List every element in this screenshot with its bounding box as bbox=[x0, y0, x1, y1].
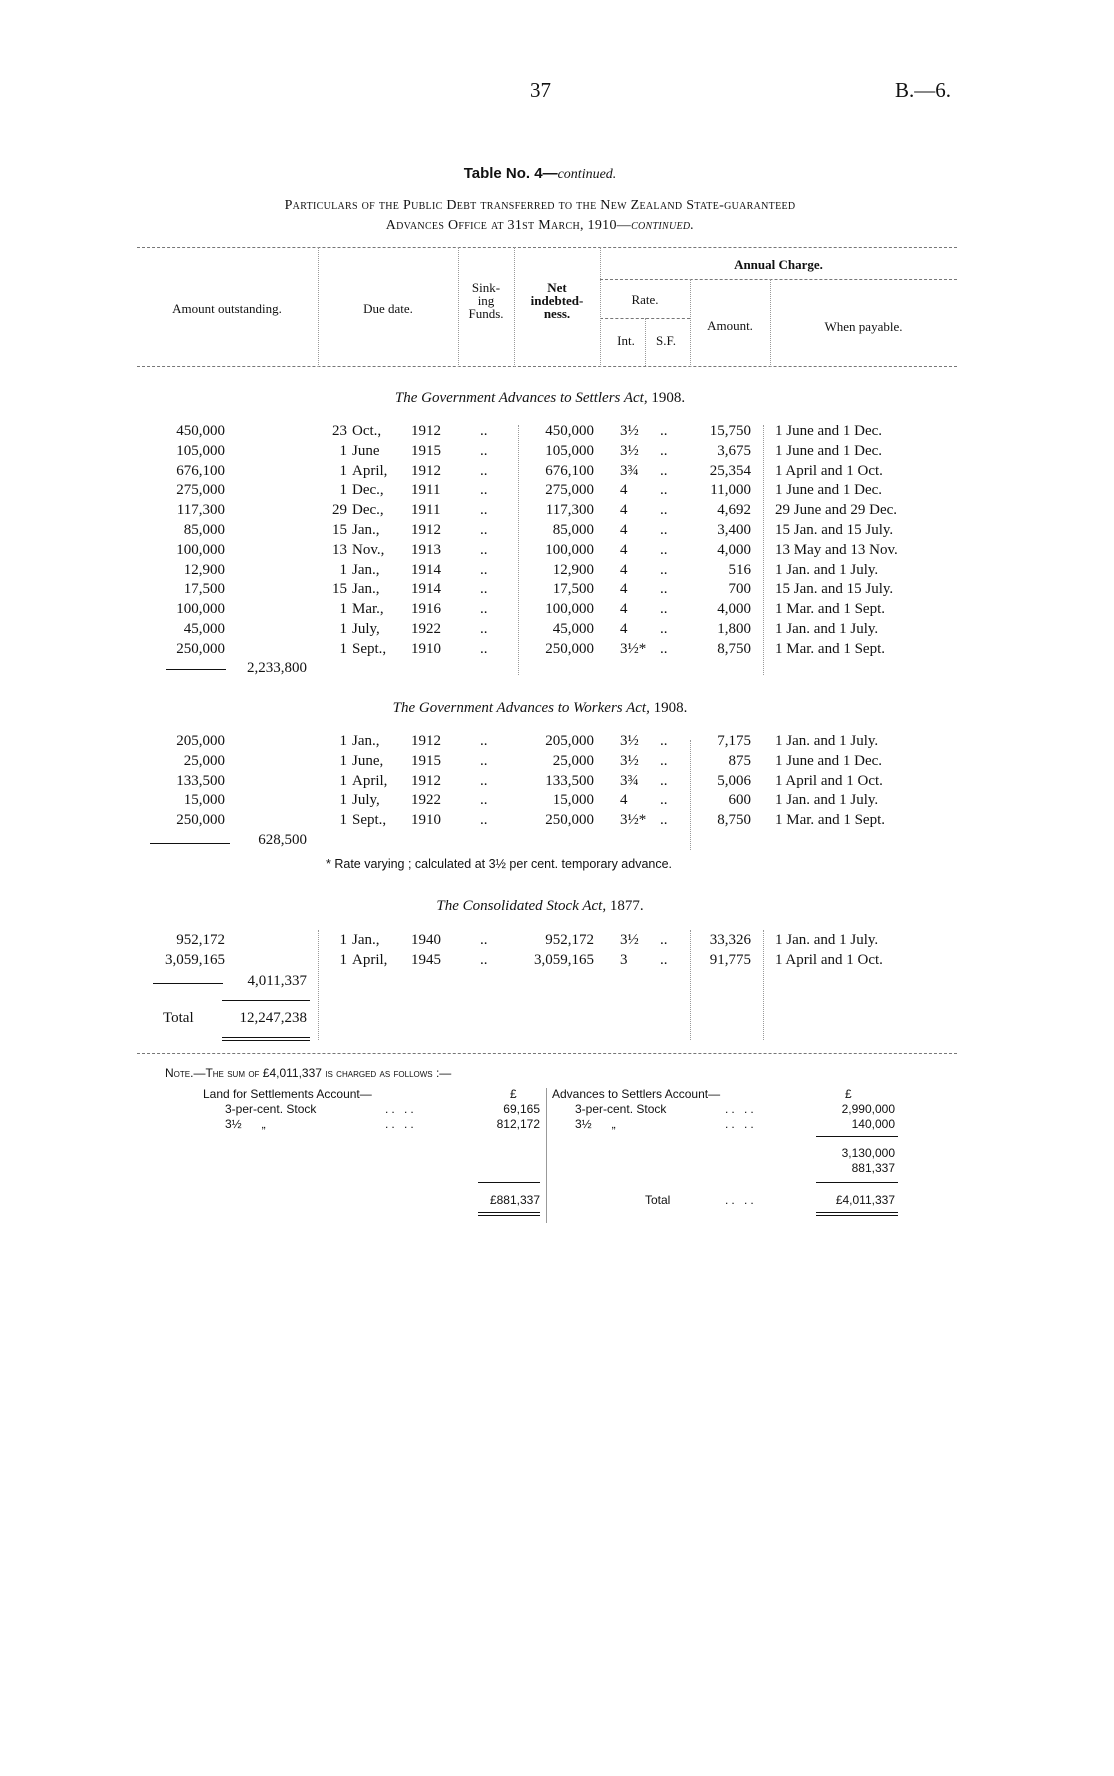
when-payable-cell: 1 Mar. and 1 Sept. bbox=[775, 601, 885, 618]
due-year-cell: 1916 bbox=[411, 601, 441, 618]
interest-rate-cell: 4 bbox=[620, 502, 628, 519]
when-payable-cell: 1 Mar. and 1 Sept. bbox=[775, 812, 885, 829]
when-payable-cell: 29 June and 29 Dec. bbox=[775, 502, 898, 519]
annual-amount-cell: 700 bbox=[728, 581, 751, 598]
due-year-cell: 1911 bbox=[411, 482, 441, 499]
due-month-cell: April, bbox=[352, 772, 388, 789]
when-payable-cell: 15 Jan. and 15 July. bbox=[775, 521, 894, 538]
due-day-cell: 1 bbox=[339, 462, 347, 479]
interest-rate-cell: 3½ bbox=[620, 423, 639, 439]
due-month-cell: April, bbox=[352, 951, 388, 968]
page-number: 37 bbox=[530, 78, 551, 102]
due-year-cell: 1910 bbox=[411, 812, 441, 829]
net-indebtedness-cell: 15,000 bbox=[552, 792, 594, 809]
section-title-year: 1877. bbox=[609, 898, 644, 914]
when-payable-cell: 13 May and 13 Nov. bbox=[775, 541, 898, 558]
due-month-cell: June bbox=[352, 442, 380, 459]
table-row bbox=[0, 812, 1114, 832]
header-int: Int. bbox=[617, 333, 635, 348]
sinking-fund-rate-cell: .. bbox=[660, 752, 668, 769]
due-day-cell: 1 bbox=[339, 620, 347, 637]
note-right-heading: Advances to Settlers Account— bbox=[552, 1087, 721, 1101]
note-right-item-value: 2,990,000 bbox=[841, 1102, 895, 1116]
interest-rate-cell: 4 bbox=[620, 601, 628, 618]
sinking-funds-cell: .. bbox=[480, 792, 488, 809]
due-day-cell: 1 bbox=[339, 561, 347, 578]
due-year-cell: 1912 bbox=[411, 772, 441, 789]
annual-amount-cell: 3,675 bbox=[717, 442, 751, 459]
sinking-funds-cell: .. bbox=[480, 581, 488, 598]
interest-rate-cell: 3½* bbox=[620, 640, 647, 657]
amount-outstanding-cell: 25,000 bbox=[183, 752, 225, 769]
when-payable-cell: 1 June and 1 Dec. bbox=[775, 423, 883, 439]
sinking-fund-rate-cell: .. bbox=[660, 951, 668, 968]
interest-rate-cell: 4 bbox=[620, 561, 628, 578]
due-month-cell: Nov., bbox=[352, 541, 385, 558]
subtitle-line-2 bbox=[0, 216, 1080, 236]
annual-amount-cell: 8,750 bbox=[717, 812, 751, 829]
sinking-funds-cell: .. bbox=[480, 932, 488, 948]
due-month-cell: July, bbox=[352, 620, 380, 637]
annual-amount-cell: 8,750 bbox=[717, 640, 751, 657]
due-day-cell: 1 bbox=[339, 792, 347, 809]
due-month-cell: June, bbox=[352, 752, 384, 769]
note-right-total-dots: .. .. bbox=[725, 1193, 757, 1207]
subtotal-consolidated: 4,011,337 bbox=[247, 973, 307, 989]
table-row bbox=[0, 932, 1114, 952]
amount-outstanding-cell: 250,000 bbox=[176, 812, 225, 829]
table-row bbox=[0, 423, 1114, 443]
interest-rate-cell: 3½ bbox=[620, 733, 639, 749]
table-row bbox=[0, 792, 1114, 812]
when-payable-cell: 1 Jan. and 1 July. bbox=[775, 733, 879, 749]
sinking-fund-rate-cell: .. bbox=[660, 502, 668, 519]
section-title-text: The Government Advances to Workers Act, bbox=[392, 700, 650, 716]
due-year-cell: 1940 bbox=[411, 932, 441, 948]
due-day-cell: 29 bbox=[332, 502, 347, 519]
when-payable-cell: 1 Jan. and 1 July. bbox=[775, 792, 879, 809]
table-row bbox=[0, 463, 1114, 483]
due-year-cell: 1911 bbox=[411, 502, 441, 519]
net-indebtedness-cell: 85,000 bbox=[552, 521, 594, 538]
note-left-double-rule bbox=[478, 1212, 540, 1216]
column-rule bbox=[514, 247, 515, 367]
table-row bbox=[0, 562, 1114, 582]
section-title-workers bbox=[0, 700, 1080, 717]
table-row bbox=[0, 952, 1114, 972]
amount-outstanding-cell: 275,000 bbox=[176, 482, 225, 499]
sinking-funds-cell: .. bbox=[480, 423, 488, 439]
note-right-item-value: 140,000 bbox=[851, 1117, 895, 1131]
settlers-rows bbox=[0, 423, 1114, 661]
net-indebtedness-cell: 117,300 bbox=[545, 502, 594, 519]
consolidated-rows bbox=[0, 932, 1114, 972]
interest-rate-cell: 3½ bbox=[620, 442, 639, 459]
due-year-cell: 1912 bbox=[411, 733, 441, 749]
interest-rate-cell: 3½* bbox=[620, 812, 647, 829]
sinking-fund-rate-cell: .. bbox=[660, 792, 668, 809]
column-rule bbox=[770, 279, 771, 367]
sinking-fund-rate-cell: .. bbox=[660, 601, 668, 618]
header-rate: Rate. bbox=[631, 292, 659, 307]
sinking-funds-cell: .. bbox=[480, 752, 488, 769]
subtotal-rule bbox=[153, 983, 223, 984]
when-payable-cell: 1 April and 1 Oct. bbox=[775, 951, 883, 968]
sinking-fund-rate-cell: .. bbox=[660, 462, 668, 479]
due-month-cell: Jan., bbox=[352, 521, 380, 538]
when-payable-cell: 1 Mar. and 1 Sept. bbox=[775, 640, 885, 657]
amount-outstanding-cell: 3,059,165 bbox=[165, 951, 225, 968]
net-indebtedness-cell: 45,000 bbox=[552, 620, 594, 637]
subtotal-workers: 628,500 bbox=[258, 832, 307, 848]
sinking-funds-cell: .. bbox=[480, 733, 488, 749]
subtotal-rule bbox=[150, 843, 230, 844]
section-title-year: 1908. bbox=[651, 390, 686, 406]
due-month-cell: Mar., bbox=[352, 601, 384, 618]
sinking-fund-rate-cell: .. bbox=[660, 640, 668, 657]
interest-rate-cell: 3½ bbox=[620, 752, 639, 769]
sinking-fund-rate-cell: .. bbox=[660, 733, 668, 749]
amount-outstanding-cell: 100,000 bbox=[176, 601, 225, 618]
amount-outstanding-cell: 15,000 bbox=[183, 792, 225, 809]
due-day-cell: 23 bbox=[332, 423, 347, 439]
annual-amount-cell: 3,400 bbox=[717, 521, 751, 538]
sinking-fund-rate-cell: .. bbox=[660, 423, 668, 439]
interest-rate-cell: 4 bbox=[620, 541, 628, 558]
note-right-item-label: 3-per-cent. Stock bbox=[575, 1102, 667, 1116]
table-row bbox=[0, 502, 1114, 522]
header-top-rule bbox=[137, 247, 957, 248]
column-rule bbox=[645, 318, 646, 366]
amount-outstanding-cell: 205,000 bbox=[176, 733, 225, 749]
footnote: * Rate varying ; calculated at 3½ per cent. temporary advance. bbox=[326, 857, 673, 871]
subtitle-line-1: Particulars of the Public Debt transferred to the New Zealand State-guaranteed bbox=[284, 198, 796, 213]
header-when-payable: When payable. bbox=[824, 319, 903, 334]
header-sinking-funds: Sink- ing Funds. bbox=[468, 280, 504, 321]
when-payable-cell: 1 June and 1 Dec. bbox=[775, 752, 883, 769]
annual-amount-cell: 4,000 bbox=[717, 601, 751, 618]
header-net-indebtedness: Net indebted- ness. bbox=[530, 280, 584, 321]
note-right-total-rule bbox=[816, 1182, 898, 1183]
due-day-cell: 1 bbox=[339, 951, 347, 968]
annual-amount-cell: 11,000 bbox=[710, 482, 751, 499]
sinking-fund-rate-cell: .. bbox=[660, 442, 668, 459]
sinking-funds-cell: .. bbox=[480, 541, 488, 558]
table-row bbox=[0, 641, 1114, 661]
note-left-item-value: 812,172 bbox=[496, 1117, 540, 1131]
due-year-cell: 1914 bbox=[411, 561, 441, 578]
due-day-cell: 1 bbox=[339, 733, 347, 749]
when-payable-cell: 1 April and 1 Oct. bbox=[775, 772, 883, 789]
annual-amount-cell: 7,175 bbox=[717, 733, 751, 749]
due-year-cell: 1912 bbox=[411, 521, 441, 538]
header-amount: Amount. bbox=[707, 318, 753, 333]
note-intro: Note.—The sum of £4,011,337 is charged as follows :— bbox=[165, 1066, 452, 1080]
when-payable-cell: 1 June and 1 Dec. bbox=[775, 482, 883, 499]
due-day-cell: 1 bbox=[339, 442, 347, 459]
interest-rate-cell: 3¾ bbox=[620, 772, 639, 789]
sinking-funds-cell: .. bbox=[480, 502, 488, 519]
header-due-date: Due date. bbox=[363, 301, 413, 316]
due-year-cell: 1915 bbox=[411, 442, 441, 459]
note-left-item-label: 3½ „ bbox=[225, 1117, 266, 1131]
grand-total-value: 12,247,238 bbox=[239, 1010, 307, 1026]
due-year-cell: 1913 bbox=[411, 541, 441, 558]
subtitle-line-2-text: Advances Office at 31st March, 1910— bbox=[385, 218, 632, 233]
table-row bbox=[0, 482, 1114, 502]
sinking-funds-cell: .. bbox=[480, 442, 488, 459]
due-year-cell: 1914 bbox=[411, 581, 441, 598]
due-month-cell: Sept., bbox=[352, 640, 387, 657]
table-row bbox=[0, 733, 1114, 753]
due-year-cell: 1915 bbox=[411, 752, 441, 769]
amount-outstanding-cell: 117,300 bbox=[176, 502, 225, 519]
note-left-total-rule bbox=[478, 1182, 540, 1183]
subtitle-line-2-continued: continued. bbox=[631, 218, 695, 233]
annual-amount-cell: 5,006 bbox=[717, 772, 751, 789]
note-right-sum: 3,130,000 bbox=[841, 1146, 895, 1160]
note-left-item-dots: .. .. bbox=[385, 1102, 417, 1116]
amount-outstanding-cell: 250,000 bbox=[176, 640, 225, 657]
subtotal-rule bbox=[166, 669, 226, 670]
sinking-fund-rate-cell: .. bbox=[660, 541, 668, 558]
section-title-settlers bbox=[0, 390, 1080, 407]
table-row bbox=[0, 621, 1114, 641]
column-rule bbox=[318, 247, 319, 367]
column-rule bbox=[458, 247, 459, 367]
table-subtitle bbox=[0, 196, 1080, 236]
net-indebtedness-cell: 450,000 bbox=[545, 423, 594, 439]
note-left-currency: £ bbox=[510, 1087, 517, 1101]
header-amount-outstanding: Amount outstanding. bbox=[172, 301, 282, 316]
sinking-fund-rate-cell: .. bbox=[660, 932, 668, 948]
section-title-text: The Consolidated Stock Act, bbox=[436, 898, 607, 914]
note-right-sum-rule bbox=[816, 1136, 898, 1137]
sinking-fund-rate-cell: .. bbox=[660, 561, 668, 578]
amount-outstanding-cell: 952,172 bbox=[176, 932, 225, 948]
amount-outstanding-cell: 676,100 bbox=[176, 462, 225, 479]
table-row bbox=[0, 773, 1114, 793]
note-right-total-label: Total bbox=[645, 1193, 671, 1207]
table-row bbox=[0, 443, 1114, 463]
due-day-cell: 1 bbox=[339, 640, 347, 657]
due-month-cell: Jan., bbox=[352, 932, 380, 948]
sinking-funds-cell: .. bbox=[480, 561, 488, 578]
annual-amount-cell: 91,775 bbox=[709, 951, 751, 968]
amount-outstanding-cell: 85,000 bbox=[183, 521, 225, 538]
note-right-currency: £ bbox=[845, 1087, 852, 1101]
sinking-funds-cell: .. bbox=[480, 462, 488, 479]
section-title-year: 1908. bbox=[653, 700, 688, 716]
due-month-cell: Dec., bbox=[352, 502, 384, 519]
interest-rate-cell: 3¾ bbox=[620, 462, 639, 479]
due-month-cell: Jan., bbox=[352, 561, 380, 578]
due-day-cell: 1 bbox=[339, 812, 347, 829]
note-left-total: £881,337 bbox=[489, 1193, 540, 1207]
amount-outstanding-cell: 100,000 bbox=[176, 541, 225, 558]
amount-outstanding-cell: 12,900 bbox=[183, 561, 225, 578]
when-payable-cell: 1 April and 1 Oct. bbox=[775, 462, 883, 479]
annual-amount-cell: 600 bbox=[728, 792, 751, 809]
note-left-item-label: 3-per-cent. Stock bbox=[225, 1102, 317, 1116]
due-year-cell: 1910 bbox=[411, 640, 441, 657]
table-row bbox=[0, 522, 1114, 542]
table-row bbox=[0, 753, 1114, 773]
grand-total-double-rule bbox=[222, 1037, 310, 1041]
due-day-cell: 1 bbox=[339, 752, 347, 769]
net-indebtedness-cell: 250,000 bbox=[545, 640, 594, 657]
due-day-cell: 15 bbox=[332, 581, 347, 598]
when-payable-cell: 1 Jan. and 1 July. bbox=[775, 620, 879, 637]
due-year-cell: 1945 bbox=[411, 951, 441, 968]
due-month-cell: April, bbox=[352, 462, 388, 479]
sinking-fund-rate-cell: .. bbox=[660, 772, 668, 789]
due-month-cell: Jan., bbox=[352, 733, 380, 749]
due-day-cell: 1 bbox=[339, 601, 347, 618]
net-indebtedness-cell: 100,000 bbox=[545, 541, 594, 558]
annual-amount-cell: 875 bbox=[728, 752, 751, 769]
column-rule bbox=[690, 279, 691, 367]
note-divider bbox=[546, 1088, 547, 1223]
net-indebtedness-cell: 205,000 bbox=[545, 733, 594, 749]
net-indebtedness-cell: 676,100 bbox=[545, 462, 594, 479]
net-indebtedness-cell: 952,172 bbox=[545, 932, 594, 948]
annual-amount-cell: 4,692 bbox=[717, 502, 751, 519]
due-month-cell: Dec., bbox=[352, 482, 384, 499]
subtotal-settlers: 2,233,800 bbox=[247, 660, 307, 676]
note-right-item-label: 3½ „ bbox=[575, 1117, 616, 1131]
amount-outstanding-cell: 105,000 bbox=[176, 442, 225, 459]
table-row bbox=[0, 601, 1114, 621]
amount-outstanding-cell: 133,500 bbox=[176, 772, 225, 789]
interest-rate-cell: 3½ bbox=[620, 932, 639, 948]
sinking-fund-rate-cell: .. bbox=[660, 581, 668, 598]
due-day-cell: 1 bbox=[339, 772, 347, 789]
due-day-cell: 13 bbox=[332, 541, 347, 558]
net-indebtedness-cell: 12,900 bbox=[552, 561, 594, 578]
due-year-cell: 1922 bbox=[411, 620, 441, 637]
sinking-funds-cell: .. bbox=[480, 521, 488, 538]
sinking-fund-rate-cell: .. bbox=[660, 812, 668, 829]
page-reference: B.—6. bbox=[895, 78, 952, 102]
section-title-text: The Government Advances to Settlers Act, bbox=[394, 390, 648, 406]
header-annual-charge: Annual Charge. bbox=[734, 257, 823, 272]
table-row bbox=[0, 581, 1114, 601]
interest-rate-cell: 3 bbox=[620, 951, 628, 968]
annual-amount-cell: 516 bbox=[728, 561, 751, 578]
table-title-main: Table No. 4— bbox=[463, 165, 558, 182]
section-title-consolidated bbox=[0, 898, 1080, 915]
table-title-continued: continued. bbox=[557, 167, 617, 182]
note-left-item-dots: .. .. bbox=[385, 1117, 417, 1131]
note-left-item-value: 69,165 bbox=[503, 1102, 540, 1116]
header-bottom-rule bbox=[137, 366, 957, 367]
annual-amount-cell: 25,354 bbox=[709, 462, 751, 479]
annual-amount-cell: 4,000 bbox=[717, 541, 751, 558]
sinking-funds-cell: .. bbox=[480, 812, 488, 829]
when-payable-cell: 1 Jan. and 1 July. bbox=[775, 932, 879, 948]
interest-rate-cell: 4 bbox=[620, 620, 628, 637]
sinking-funds-cell: .. bbox=[480, 482, 488, 499]
net-indebtedness-cell: 3,059,165 bbox=[534, 951, 594, 968]
when-payable-cell: 1 June and 1 Dec. bbox=[775, 442, 883, 459]
sinking-funds-cell: .. bbox=[480, 772, 488, 789]
table-title bbox=[0, 165, 1080, 183]
note-left-heading: Land for Settlements Account— bbox=[203, 1087, 372, 1101]
interest-rate-cell: 4 bbox=[620, 521, 628, 538]
note-right-item-dots: .. .. bbox=[725, 1102, 757, 1116]
net-indebtedness-cell: 25,000 bbox=[552, 752, 594, 769]
due-month-cell: Sept., bbox=[352, 812, 387, 829]
column-rule bbox=[600, 247, 601, 367]
due-year-cell: 1922 bbox=[411, 792, 441, 809]
net-indebtedness-cell: 250,000 bbox=[545, 812, 594, 829]
amount-outstanding-cell: 450,000 bbox=[176, 423, 225, 439]
due-month-cell: Oct., bbox=[352, 423, 382, 439]
annual-amount-cell: 1,800 bbox=[717, 620, 751, 637]
sinking-funds-cell: .. bbox=[480, 640, 488, 657]
net-indebtedness-cell: 275,000 bbox=[545, 482, 594, 499]
note-right-item-dots: .. .. bbox=[725, 1117, 757, 1131]
due-year-cell: 1912 bbox=[411, 462, 441, 479]
amount-outstanding-cell: 45,000 bbox=[183, 620, 225, 637]
annual-charge-rule bbox=[600, 279, 957, 280]
due-year-cell: 1912 bbox=[411, 423, 441, 439]
note-right-double-rule bbox=[816, 1212, 898, 1216]
due-month-cell: July, bbox=[352, 792, 380, 809]
grand-total-top-rule bbox=[222, 1000, 310, 1001]
net-indebtedness-cell: 105,000 bbox=[545, 442, 594, 459]
due-day-cell: 1 bbox=[339, 932, 347, 948]
interest-rate-cell: 4 bbox=[620, 482, 628, 499]
table-bottom-rule bbox=[137, 1053, 957, 1054]
table-row bbox=[0, 542, 1114, 562]
interest-rate-cell: 4 bbox=[620, 581, 628, 598]
workers-rows bbox=[0, 733, 1114, 832]
note-right-total: £4,011,337 bbox=[835, 1193, 895, 1207]
when-payable-cell: 15 Jan. and 15 July. bbox=[775, 581, 894, 598]
due-month-cell: Jan., bbox=[352, 581, 380, 598]
sinking-funds-cell: .. bbox=[480, 601, 488, 618]
sinking-fund-rate-cell: .. bbox=[660, 482, 668, 499]
due-day-cell: 15 bbox=[332, 521, 347, 538]
interest-rate-cell: 4 bbox=[620, 792, 628, 809]
annual-amount-cell: 15,750 bbox=[709, 423, 751, 439]
net-indebtedness-cell: 100,000 bbox=[545, 601, 594, 618]
due-day-cell: 1 bbox=[339, 482, 347, 499]
grand-total-label: Total bbox=[163, 1010, 194, 1026]
net-indebtedness-cell: 17,500 bbox=[552, 581, 594, 598]
annual-amount-cell: 33,326 bbox=[709, 932, 751, 948]
sinking-funds-cell: .. bbox=[480, 620, 488, 637]
note-right-less: 881,337 bbox=[851, 1161, 895, 1175]
sinking-fund-rate-cell: .. bbox=[660, 620, 668, 637]
header-sf: S.F. bbox=[656, 333, 676, 348]
when-payable-cell: 1 Jan. and 1 July. bbox=[775, 561, 879, 578]
sinking-funds-cell: .. bbox=[480, 951, 488, 968]
sinking-fund-rate-cell: .. bbox=[660, 521, 668, 538]
amount-outstanding-cell: 17,500 bbox=[183, 581, 225, 598]
net-indebtedness-cell: 133,500 bbox=[545, 772, 594, 789]
